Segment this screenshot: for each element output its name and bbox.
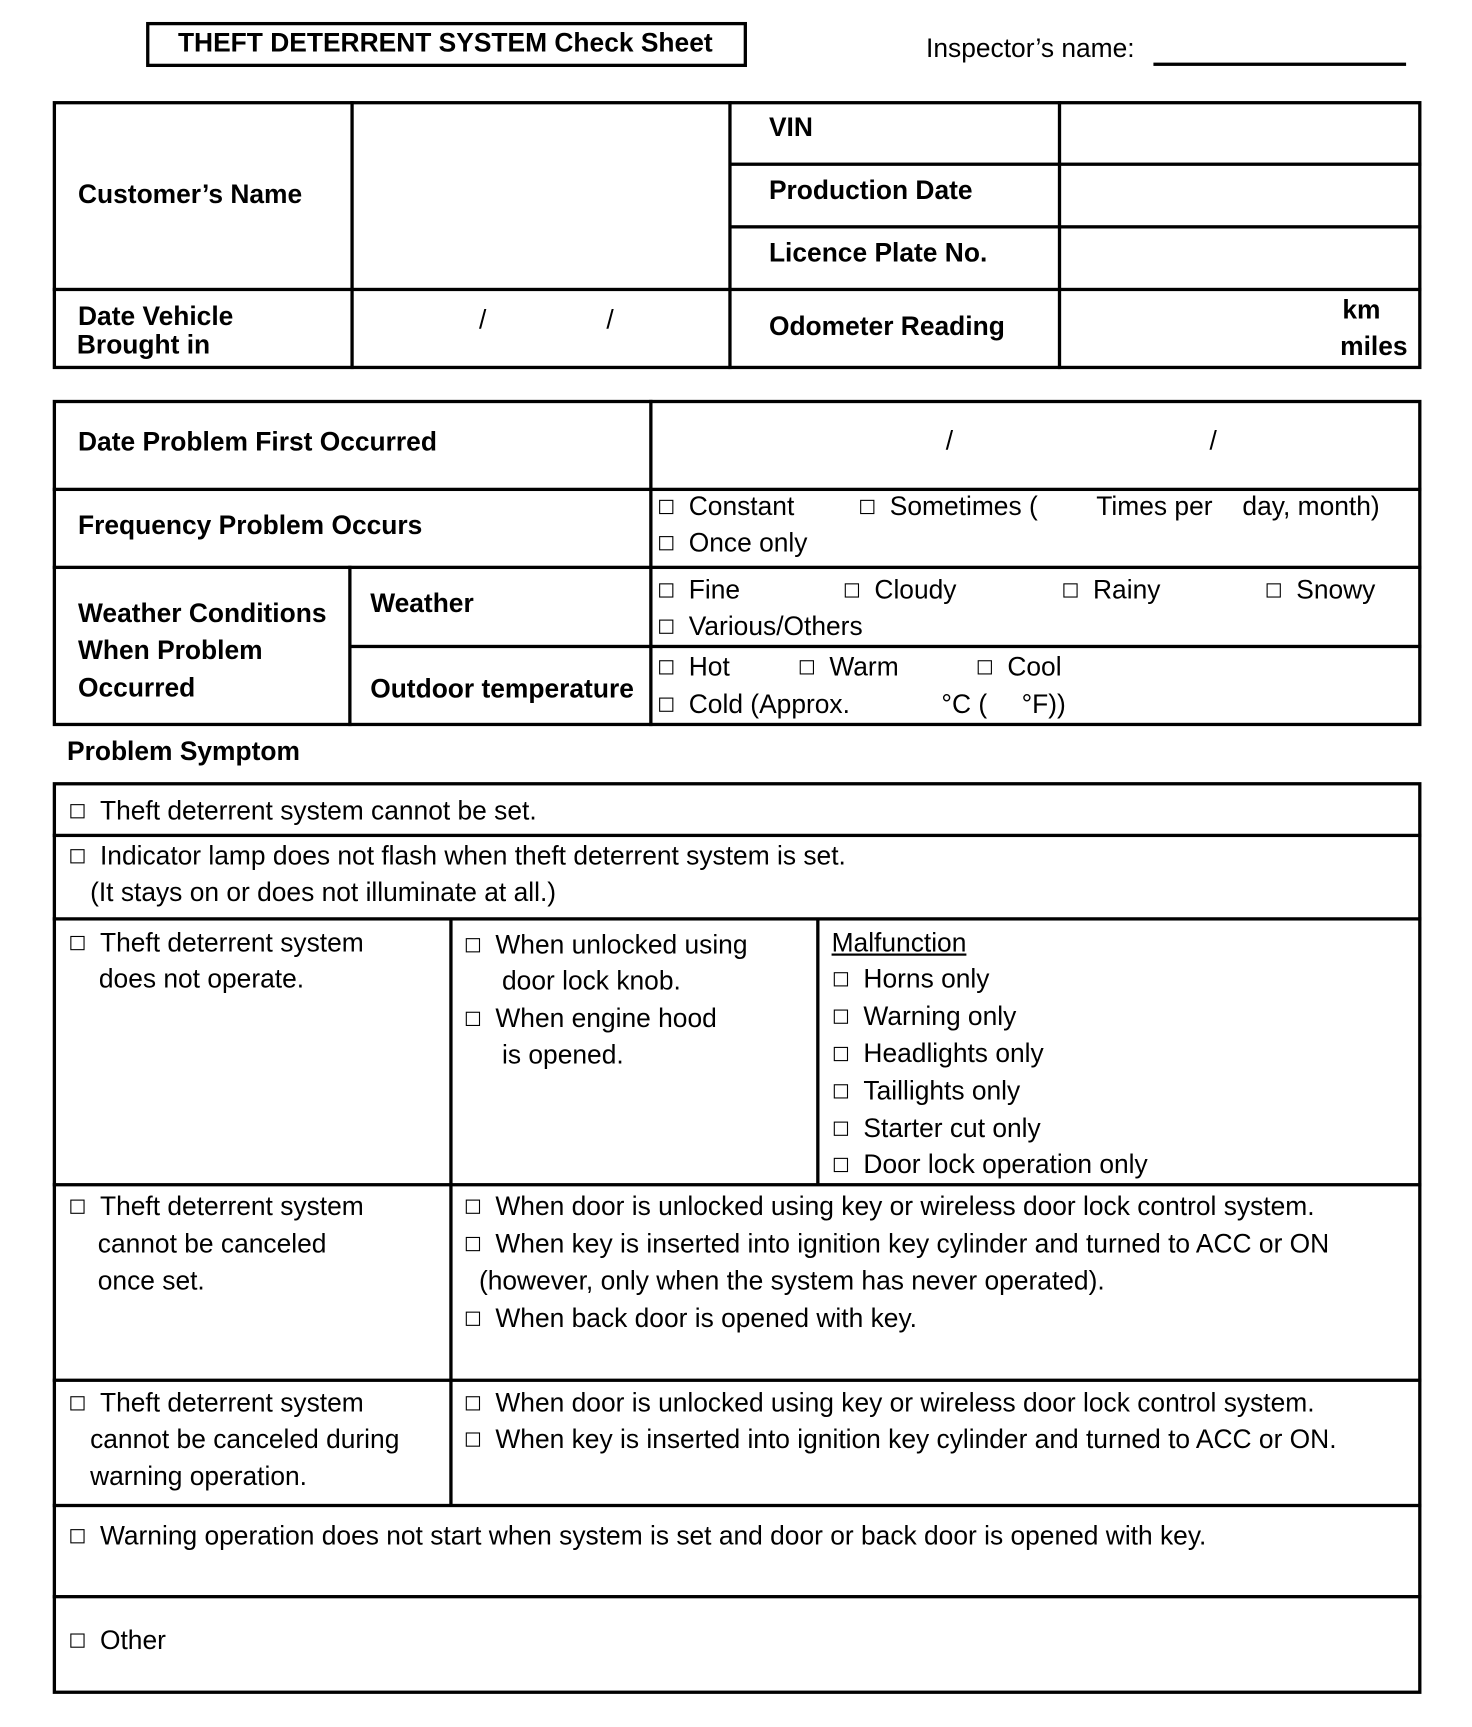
day-month-label: day, month): [1242, 492, 1380, 522]
option-various[interactable]: [659, 611, 863, 642]
problem-symptom-heading: Problem Symptom: [67, 737, 300, 767]
option-label: Warm: [829, 652, 899, 683]
divider: [53, 566, 1422, 569]
checkbox[interactable]: [659, 583, 673, 597]
option-label: When door is unlocked using key or wireless door lock control system.: [495, 1388, 1315, 1419]
divider: [53, 288, 1422, 291]
option-label: Once only: [688, 528, 808, 559]
date-slash: /: [478, 305, 487, 336]
date-slash: /: [945, 426, 954, 456]
symptom-cannot-cancel-warning[interactable]: [70, 1388, 364, 1419]
option-label: Door lock operation only: [863, 1150, 1148, 1180]
option-door-unlocked[interactable]: [466, 1388, 1315, 1419]
odometer-label: Odometer Reading: [768, 311, 1005, 342]
date-brought-label-2: Brought in: [76, 330, 211, 361]
symptom-note: (It stays on or does not illuminate at all.): [90, 877, 557, 908]
checkbox[interactable]: [834, 1158, 848, 1172]
checkbox[interactable]: [466, 1312, 480, 1326]
divider: [729, 225, 1421, 228]
checkbox[interactable]: [845, 583, 859, 597]
checkbox[interactable]: [659, 698, 673, 712]
option-key-inserted[interactable]: [466, 1231, 1329, 1257]
checkbox[interactable]: [834, 1010, 848, 1024]
checkbox[interactable]: [70, 1633, 84, 1647]
option-label: Various/Others: [688, 611, 863, 642]
checkbox[interactable]: [1267, 583, 1281, 597]
page-title: THEFT DETERRENT SYSTEM Check Sheet: [177, 28, 713, 59]
divider: [53, 1595, 1422, 1598]
symptom-label: Theft deterrent system: [99, 1191, 364, 1222]
malfunction-option[interactable]: [834, 1076, 1021, 1107]
customer-name-label: Customer’s Name: [77, 180, 303, 210]
checkbox[interactable]: [466, 1432, 480, 1446]
checkbox[interactable]: [978, 660, 992, 674]
date-first-label: Date Problem First Occurred: [77, 427, 437, 457]
malfunction-option[interactable]: [834, 964, 990, 995]
malfunction-option[interactable]: [834, 1113, 1041, 1144]
option-hot[interactable]: [659, 652, 730, 683]
km-unit: km: [1342, 295, 1381, 326]
option-door-lock-knob[interactable]: [466, 930, 748, 961]
option-cool[interactable]: [978, 652, 1062, 683]
option-label: Fine: [688, 575, 741, 606]
checkbox[interactable]: [466, 1200, 480, 1214]
symptom-indicator-lamp[interactable]: [70, 841, 846, 872]
symptom-label: Warning operation does not start when system is set and door or back door is opened with key.: [99, 1521, 1207, 1552]
option-label: When back door is opened with key.: [495, 1303, 917, 1334]
checkbox[interactable]: [659, 500, 673, 514]
symptom-cannot-cancel[interactable]: [70, 1191, 364, 1222]
option-door-unlocked[interactable]: [466, 1191, 1315, 1222]
divider: [53, 834, 1422, 837]
weather-conditions-label: Weather Conditions: [77, 598, 327, 629]
vehicle-info-table: [53, 101, 1422, 369]
divider: [349, 645, 1421, 648]
option-constant[interactable]: [659, 494, 794, 520]
checkbox[interactable]: [70, 1200, 84, 1214]
inspector-name-field[interactable]: [1153, 63, 1406, 66]
symptom-label-cont: warning operation.: [90, 1462, 307, 1492]
inspector-label: Inspector’s name:: [926, 34, 1135, 64]
option-label-cont: is opened.: [502, 1040, 624, 1070]
option-label: Headlights only: [863, 1039, 1044, 1069]
option-label: Starter cut only: [863, 1113, 1041, 1144]
divider: [728, 101, 731, 369]
checkbox[interactable]: [466, 1012, 480, 1026]
option-label: Rainy: [1093, 575, 1161, 606]
symptom-label-cont: cannot be canceled during: [90, 1424, 400, 1455]
option-warm[interactable]: [800, 652, 899, 683]
divider: [350, 101, 353, 369]
symptom-label-cont: once set.: [97, 1266, 205, 1297]
vin-label: VIN: [768, 113, 813, 143]
symptom-warning-not-start[interactable]: [70, 1521, 1207, 1552]
times-per-label: Times per: [1096, 492, 1213, 522]
option-snowy[interactable]: [1267, 575, 1376, 606]
checkbox[interactable]: [659, 536, 673, 550]
checkbox[interactable]: [466, 1237, 480, 1251]
licence-plate-label: Licence Plate No.: [768, 238, 988, 269]
divider: [53, 1379, 1422, 1382]
divider: [729, 163, 1421, 166]
checkbox[interactable]: [834, 972, 848, 986]
malfunction-option[interactable]: [834, 1001, 1017, 1032]
checkbox[interactable]: [659, 620, 673, 634]
option-rainy[interactable]: [1063, 575, 1161, 606]
option-label: When engine hood: [495, 1004, 717, 1034]
option-label: Snowy: [1296, 575, 1376, 606]
symptom-label: Other: [99, 1625, 166, 1656]
checkbox[interactable]: [1063, 583, 1077, 597]
option-label: Warning only: [863, 1001, 1017, 1032]
option-label: When key is inserted into ignition key cylinder and turned to ACC or ON: [495, 1229, 1330, 1259]
option-label: Sometimes (: [889, 492, 1038, 522]
date-slash: /: [1209, 426, 1217, 456]
option-label: Hot: [688, 652, 730, 683]
outdoor-temp-label: Outdoor temperature: [370, 674, 634, 705]
miles-unit: miles: [1340, 331, 1408, 362]
symptom-label: Indicator lamp does not flash when theft deterrent system is set.: [99, 841, 846, 872]
divider: [649, 400, 652, 726]
divider: [53, 1504, 1422, 1507]
checkbox[interactable]: [70, 1529, 84, 1543]
fahrenheit-label: °F)): [1021, 689, 1066, 720]
malfunction-option[interactable]: [834, 1152, 1148, 1178]
symptom-label-cont: does not operate.: [98, 964, 305, 995]
checkbox[interactable]: [834, 1084, 848, 1098]
checkbox[interactable]: [466, 938, 480, 952]
celsius-label: °C (: [941, 689, 988, 720]
divider: [816, 918, 819, 1184]
weather-conditions-label-2: When Problem: [77, 636, 263, 666]
weather-conditions-label-3: Occurred: [77, 673, 196, 704]
frequency-label: Frequency Problem Occurs: [77, 510, 423, 541]
option-cloudy[interactable]: [845, 575, 957, 606]
option-key-inserted[interactable]: [466, 1424, 1337, 1455]
checkbox[interactable]: [70, 804, 84, 818]
divider: [53, 1183, 1422, 1186]
symptom-cannot-set[interactable]: [70, 796, 537, 827]
option-label: Cold (Approx.: [688, 689, 850, 720]
checkbox[interactable]: [860, 500, 874, 514]
checkbox[interactable]: [834, 1122, 848, 1136]
option-label: Taillights only: [863, 1076, 1021, 1107]
option-sometimes[interactable]: [860, 494, 1038, 520]
checkbox[interactable]: [70, 936, 84, 950]
option-label: Cool: [1007, 652, 1062, 683]
option-label: When key is inserted into ignition key cylinder and turned to ACC or ON.: [495, 1424, 1337, 1455]
option-back-door[interactable]: [466, 1303, 917, 1334]
symptom-label: Theft deterrent system: [99, 928, 364, 958]
checkbox[interactable]: [70, 849, 84, 863]
option-label: Horns only: [863, 964, 990, 995]
checkbox[interactable]: [800, 660, 814, 674]
option-label-cont: door lock knob.: [502, 966, 681, 997]
checkbox[interactable]: [659, 660, 673, 674]
option-fine[interactable]: [659, 575, 741, 606]
checkbox[interactable]: [466, 1396, 480, 1410]
option-label: Cloudy: [874, 575, 957, 606]
option-label: Constant: [688, 492, 795, 522]
option-cold[interactable]: [659, 689, 850, 720]
option-note: (however, only when the system has never operated).: [478, 1266, 1105, 1297]
divider: [53, 917, 1422, 920]
date-brought-label: Date Vehicle: [77, 302, 234, 332]
option-label: When unlocked using: [495, 930, 748, 961]
malfunction-option[interactable]: [834, 1041, 1044, 1067]
symptom-label: Theft deterrent system cannot be set.: [99, 796, 537, 827]
checkbox[interactable]: [834, 1047, 848, 1061]
symptom-does-not-operate[interactable]: [70, 930, 363, 956]
symptom-label: Theft deterrent system: [99, 1388, 364, 1419]
symptom-other[interactable]: [70, 1625, 166, 1656]
option-once-only[interactable]: [659, 528, 808, 559]
checkbox[interactable]: [70, 1396, 84, 1410]
divider: [53, 488, 1422, 491]
malfunction-heading: Malfunction: [831, 928, 967, 958]
divider: [449, 918, 452, 1505]
weather-label: Weather: [370, 588, 474, 619]
production-date-label: Production Date: [768, 175, 973, 206]
divider: [1058, 101, 1061, 369]
option-engine-hood[interactable]: [466, 1006, 717, 1032]
option-label: When door is unlocked using key or wireless door lock control system.: [495, 1191, 1315, 1222]
symptom-label-cont: cannot be canceled: [97, 1229, 327, 1259]
date-slash: /: [606, 305, 614, 336]
